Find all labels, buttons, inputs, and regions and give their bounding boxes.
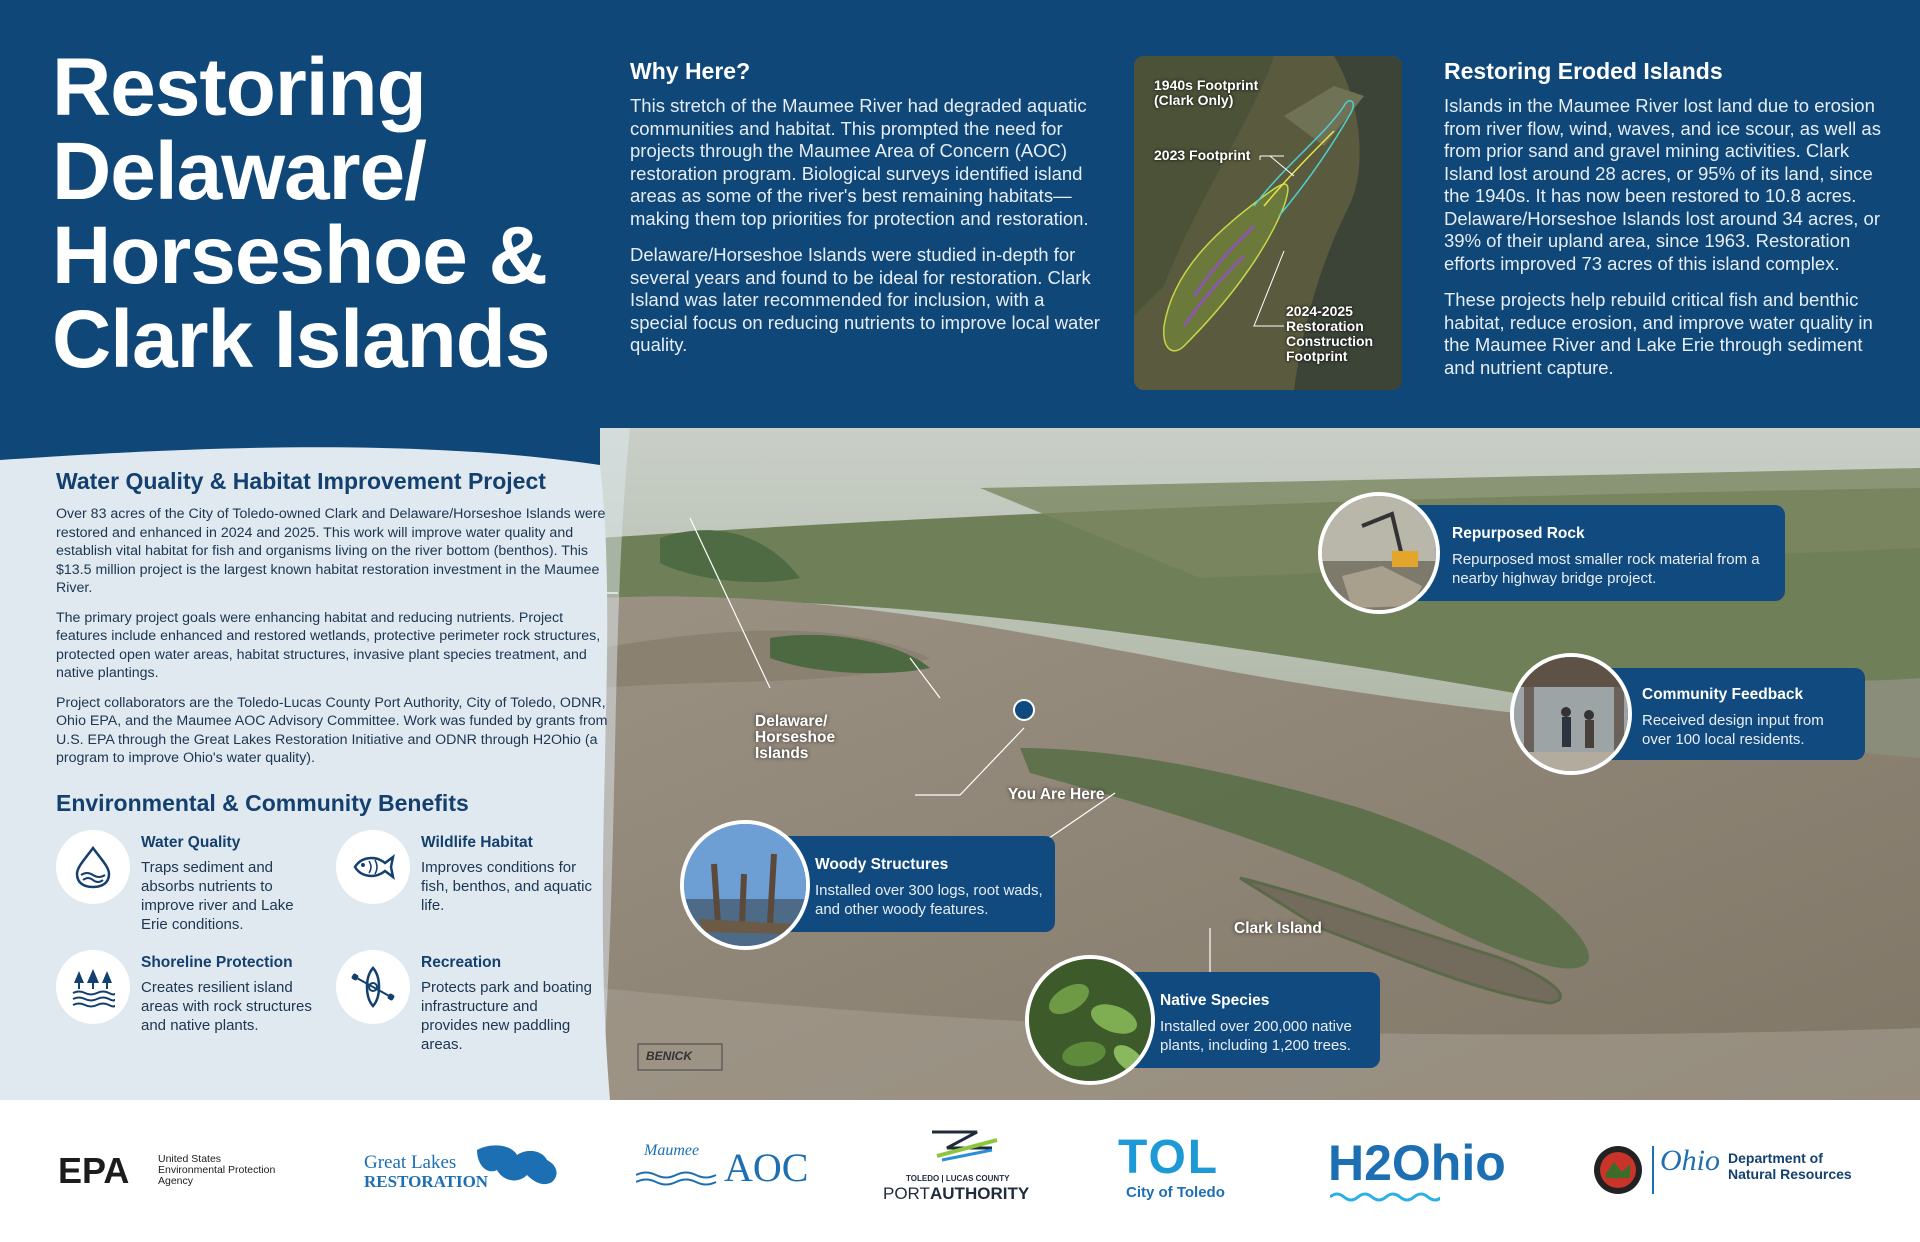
rock-photo — [1318, 492, 1440, 614]
epa-text: United States Environmental Protection Agency — [158, 1153, 276, 1187]
footprint-2023-label: 2023 Footprint — [1154, 147, 1251, 163]
city-of-toledo-logo — [1118, 1131, 1248, 1206]
benefit-title: Shoreline Protection — [141, 954, 293, 971]
delaware-islands-label: Delaware/ Horseshoe Islands — [755, 713, 836, 762]
artist-signature: BENICK — [646, 1049, 693, 1063]
callout-title: Repurposed Rock — [1452, 525, 1585, 542]
epa-logo — [58, 1150, 298, 1200]
restoring-paragraph-1: Islands in the Maumee River lost land due to erosion from river flow, wind, waves, and ice scour, as well as from prior sand and gravel mining activities. Clark Island lost around 28 acres, or 95% of its land, since the 1940s. It has now been restored to 10.8 acres. Delaware/Horseshoe Islands lost around 34 acres, or 39% of their upland area, since 1963. Restoration efforts improved 73 acres of this island complex. — [1444, 95, 1881, 274]
project-paragraph-1: Over 83 acres of the City of Toledo-owned Clark and Delaware/Horseshoe Islands were restored and enhanced in 2024 and 2025. This work will improve water quality and establish vital habitat for fish and organisms living on the river bottom (benthos). This $13.5 million project is the largest known habitat restoration investment in the Maumee River. — [56, 506, 606, 596]
aoc-wave-icon — [636, 1170, 726, 1190]
port-big-text-2: AUTHORITY — [930, 1184, 1030, 1203]
why-here-paragraph-1: This stretch of the Maumee River had degraded aquatic communities and habitat. This prompted the need for projects through the Maumee Area of Concern (AOC) restoration program. Biological surveys identified island areas as some of the river's best remaining habitats—making them top priorities for protection and restoration. — [630, 95, 1089, 229]
epa-mark: EPA — [58, 1150, 130, 1191]
clark-island-label: Clark Island — [1234, 920, 1322, 937]
water-quality-project-body — [56, 505, 611, 779]
fish-icon — [336, 830, 410, 904]
water-quality-project-heading: Water Quality & Habitat Improvement Project — [56, 468, 546, 494]
h2ohio-logo — [1328, 1135, 1528, 1208]
callout-text: Installed over 200,000 native plants, including 1,200 trees. — [1160, 1018, 1352, 1054]
restoring-paragraph-2: These projects help rebuild critical fish and benthic habitat, reduce erosion, and improve water quality in the Maumee River and Lake Erie through sediment and nutrient capture. — [1444, 289, 1873, 378]
benefit-title: Recreation — [421, 954, 502, 971]
project-paragraph-3: Project collaborators are the Toledo-Lucas County Port Authority, City of Toledo, ODNR, Ohio EPA, and the Maumee AOC Advisory Committee. Work was funded by grants from U.S. EPA through the Great Lakes Restoration Initiative and ODNR through H2Ohio (a program to improve Ohio's water quality). — [56, 694, 608, 766]
you-are-here-label: You Are Here — [1008, 786, 1105, 803]
callout-text: Repurposed most smaller rock material from a nearby highway bridge project. — [1452, 551, 1760, 587]
tol-mark: TOL — [1118, 1131, 1220, 1184]
why-here-paragraph-2: Delaware/Horseshoe Islands were studied in-depth for several years and found to be ideal for restoration. Clark Island was later recommended for inclusion, with a special focus on reducing nutrients to improve local water quality. — [630, 244, 1100, 355]
water-drop-icon — [56, 830, 130, 904]
footprint-inset-map — [1134, 56, 1402, 390]
glri-line-2: RESTORATION — [364, 1172, 489, 1191]
shoreline-trees-icon — [56, 950, 130, 1024]
project-paragraph-2: The primary project goals were enhancing habitat and reducing nutrients. Project features include enhanced and restored wetlands, protective perimeter rock structures, protected open water areas, habitat structures, invasive plant species treatment, and native plantings. — [56, 609, 601, 681]
benefit-title: Wildlife Habitat — [421, 834, 533, 851]
aoc-small-text: Maumee — [644, 1142, 700, 1159]
benefit-text: Traps sediment and absorbs nutrients to improve river and Lake Erie conditions. — [141, 859, 294, 933]
callout-title: Woody Structures — [815, 856, 949, 873]
native-plants-photo — [1025, 955, 1155, 1085]
callout-repurposed-rock — [1400, 505, 1785, 601]
port-authority-mark-icon — [922, 1128, 1002, 1162]
port-authority-logo — [880, 1128, 1045, 1208]
tol-text: City of Toledo — [1126, 1184, 1225, 1201]
aoc-big-text: AOC — [724, 1145, 809, 1190]
maumee-aoc-logo — [636, 1142, 811, 1202]
glri-line-1: Great Lakes — [364, 1152, 457, 1173]
benefit-title: Water Quality — [141, 834, 241, 851]
restoring-section — [1444, 58, 1884, 393]
odnr-logo — [1592, 1144, 1862, 1200]
benefit-text: Improves conditions for fish, benthos, and aquatic life. — [421, 859, 592, 914]
benefit-text: Creates resilient island areas with rock structures and native plants. — [141, 979, 312, 1034]
footprint-2024-label: 2024-2025 Restoration Construction Footprint — [1286, 303, 1374, 364]
port-small-text: TOLEDO | LUCAS COUNTY — [906, 1174, 1010, 1183]
odnr-seal-icon — [1592, 1144, 1644, 1196]
community-photo — [1510, 653, 1632, 775]
port-big-text-1: PORT — [883, 1184, 930, 1203]
kayak-icon — [336, 950, 410, 1024]
page-title: Restoring Delaware/ Horseshoe & Clark Islands — [52, 42, 550, 385]
odnr-divider — [1652, 1146, 1654, 1194]
restoring-heading: Restoring Eroded Islands — [1444, 58, 1723, 84]
benefit-text: Protects park and boating infrastructure and provides new paddling areas. — [421, 979, 592, 1053]
great-lakes-restoration-logo — [362, 1140, 567, 1200]
h2ohio-text: H2Ohio — [1328, 1135, 1506, 1191]
callout-text: Installed over 300 logs, root wads, and other woody features. — [815, 882, 1043, 918]
benefits-heading: Environmental & Community Benefits — [56, 790, 469, 816]
odnr-script: Ohio — [1660, 1144, 1720, 1177]
why-here-section — [630, 58, 1100, 371]
partner-logo-strip — [0, 1100, 1920, 1242]
callout-title: Native Species — [1160, 992, 1270, 1009]
why-here-heading: Why Here? — [630, 58, 751, 84]
footprint-1940s-label: 1940s Footprint (Clark Only) — [1154, 77, 1259, 108]
callout-text: Received design input from over 100 local residents. — [1642, 712, 1824, 748]
odnr-text: Department of Natural Resources — [1728, 1150, 1852, 1182]
woody-structures-photo — [680, 820, 810, 950]
h2ohio-wave-icon — [1330, 1190, 1440, 1204]
callout-title: Community Feedback — [1642, 686, 1804, 703]
